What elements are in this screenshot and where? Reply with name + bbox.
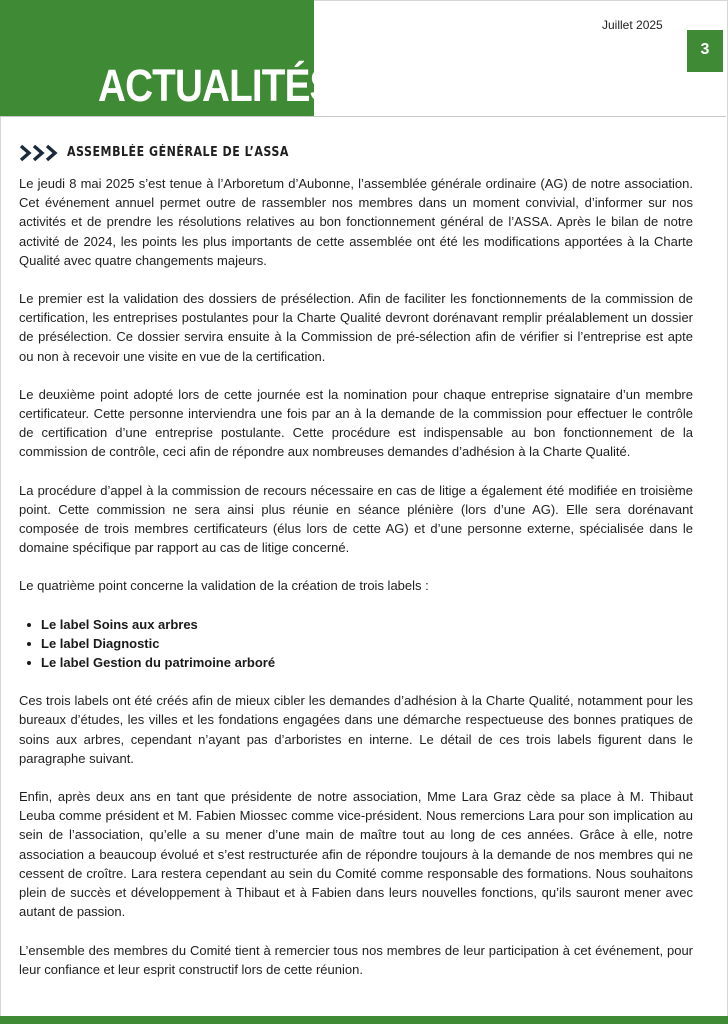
bullet-icon	[27, 642, 31, 646]
bullet-icon	[27, 623, 31, 627]
paragraph-labels-detail: Ces trois labels ont été créés afin de mieux cibler les demandes d’adhésion à la Charte Qualité, notamment pour les bureaux d’études, les villes et les fondations engagées dans une démarche respectueuse des bonnes pratiques de soins aux arbres, cependant n’ayant pas d’arboristes en interne. Le détail de ces trois labels figurent dans le paragraphe suivant.	[19, 693, 693, 766]
issue-date: Juillet 2025	[602, 18, 663, 32]
list-item	[19, 653, 693, 672]
paragraph-point-3: La procédure d’appel à la commission de recours nécessaire en cas de litige a également été modifiée en troisième point. Cette commission ne sera ainsi plus réunie en séance plénière (lors d’une AG). Elle sera dorénavant composée de trois membres certificateurs (élus lors de cette AG) et d’une personne externe, spécialisée dans le domaine spécifique par rapport au cas de litige concerné.	[19, 482, 693, 556]
paragraph-point-4: Le quatrième point concerne la validation de la création de trois labels :	[19, 578, 429, 594]
paragraph-point-1: Le premier est la validation des dossiers de présélection. Afin de faciliter les fonctionnements de la commission de certification, les entreprises postulantes pour la Charte Qualité devront dorénavant remplir préalablement un dossier de présélection. Ce dossier servira ensuite à la Commission de pré-sélection afin de vérifier si l’entreprise est apte ou non à recevoir une visite en vue de la certification.	[19, 291, 693, 364]
header-divider	[0, 116, 726, 117]
footer-bar	[0, 1016, 728, 1024]
paragraph-intro: Le jeudi 8 mai 2025 s’est tenue à l’Arboretum d’Aubonne, l’assemblée générale ordinaire (AG) de notre association. Cet événement annuel permet outre de rassembler nos membres dans un moment convivial, d’informer sur nos activités et de prendre les résolutions relatives au bon fonctionnement général de l’ASSA. Après le bilan de notre activité de 2024, les points les plus importants de cette assemblée ont été les modifications apportées à la Charte Qualité avec quatre changements majeurs.	[19, 176, 693, 268]
page-number: 3	[700, 41, 710, 58]
header-top-band	[0, 0, 314, 10]
article-body	[19, 174, 693, 998]
list-item-text: Le label Soins aux arbres	[41, 616, 198, 632]
triple-chevron-right-icon	[19, 143, 61, 163]
list-item-text: Le label Diagnostic	[41, 635, 160, 651]
list-item-text: Le label Gestion du patrimoine arboré	[41, 655, 276, 671]
paragraph-point-2: Le deuxième point adopté lors de cette journée est la nomination pour chaque entreprise signataire d’un membre certificateur. Cette personne interviendra une fois par an à la demande de la commission pour effectuer le contrôle de certification d’une entreprise postulante. Cette procédure est indispensable au bon fonctionnement de la commission de contrôle, ceci afin de répondre aux nombreuses demandes d’adhésion à la Charte Qualité.	[19, 386, 693, 460]
page-title: ACTUALITÉS	[98, 60, 335, 111]
paragraph-thanks: L’ensemble des membres du Comité tient à remercier tous nos membres de leur participation à cet événement, pour leur confiance et leur esprit constructif lors de cette réunion.	[19, 942, 693, 977]
list-item	[19, 615, 693, 634]
bullet-icon	[27, 661, 31, 665]
section-title: ASSEMBLÉE GÉNÉRALE DE L’ASSA	[67, 145, 289, 160]
list-item	[19, 634, 693, 653]
page-number-badge	[687, 30, 723, 72]
paragraph-presidency: Enfin, après deux ans en tant que présidente de notre association, Mme Lara Graz cède sa place à M. Thibaut Leuba comme président et M. Fabien Miossec comme vice-président. Nous remercions Lara pour son implication au sein de l’association, qu’elle a su mener d’une main de maître tout au long de ces années. Grâce à elle, notre association a beaucoup évolué et s’est restructurée afin de répondre toujours à la demande de nos membres qui ne cessent de croître. Lara restera cependant au sein du Comité comme responsable des formations. Nous souhaitons plein de succès et développement à Thibaut et à Fabien dans leurs nouvelles fonctions, qu’ils sauront mener avec autant de passion.	[19, 789, 693, 920]
labels-list	[19, 615, 693, 673]
header-title-block	[0, 10, 335, 116]
